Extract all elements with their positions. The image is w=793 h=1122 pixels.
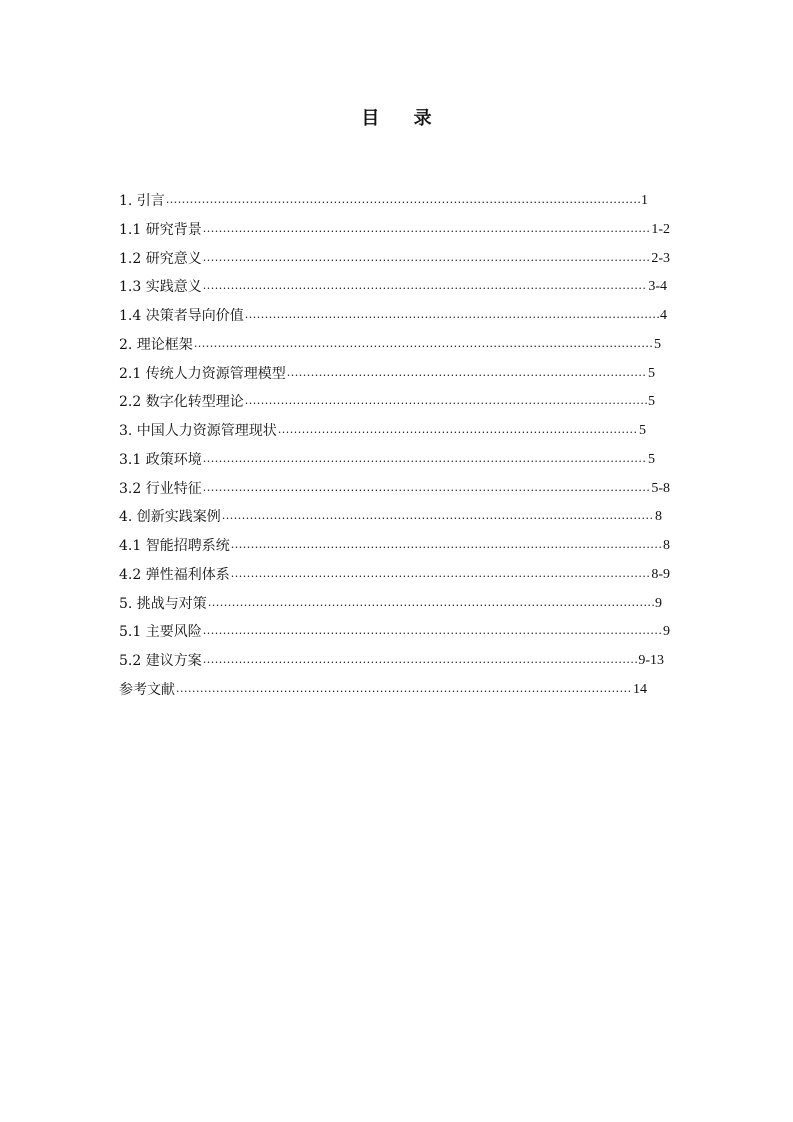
toc-entry[interactable]	[119, 305, 667, 327]
toc-title: 目 录	[361, 108, 446, 129]
toc-entry[interactable]	[119, 650, 664, 672]
toc-entry-label: 2.1 传统人力资源管理模型	[119, 365, 286, 382]
toc-entry-label: 2. 理论框架	[119, 336, 193, 353]
toc-entry-label: 3.1 政策环境	[119, 451, 202, 468]
leader-dots	[176, 683, 632, 701]
leader-dots	[245, 309, 659, 327]
toc-entry-label: 5.2 建议方案	[119, 653, 202, 669]
toc-entry-label: 1. 引言	[119, 193, 165, 209]
leader-dots	[166, 194, 640, 212]
toc-entry-page: 2-3	[651, 250, 670, 266]
leader-dots	[203, 625, 662, 643]
toc-entry-label: 4. 创新实践案例	[119, 509, 221, 526]
toc-entry-page: 9	[663, 624, 670, 640]
toc-entry-page: 1	[641, 193, 648, 208]
toc-entry[interactable]	[119, 276, 667, 298]
toc-entry-page: 5	[648, 365, 655, 381]
leader-dots	[222, 510, 654, 528]
toc-entry-label: 2.2 数字化转型理论	[119, 394, 244, 411]
leader-dots	[203, 223, 651, 241]
toc-entry-page: 3-4	[648, 279, 667, 295]
toc-entry-page: 14	[633, 681, 647, 697]
toc-entry-label: 1.1 研究背景	[119, 221, 202, 238]
toc-entry-label: 1.4 决策者导向价值	[119, 308, 244, 324]
leader-dots	[203, 453, 647, 471]
toc-entry-page: 5	[639, 423, 646, 438]
toc-entry[interactable]	[119, 363, 655, 385]
toc-entry[interactable]	[119, 679, 647, 701]
toc-entry-page: 1-2	[651, 221, 670, 237]
toc-entry-label: 参考文献	[119, 681, 175, 698]
toc-entry-page: 5	[648, 451, 655, 467]
toc-entry[interactable]	[119, 535, 670, 557]
toc-entry[interactable]	[119, 449, 655, 471]
leader-dots	[203, 280, 648, 298]
toc-entry-page: 8	[655, 509, 662, 525]
leader-dots	[208, 597, 654, 615]
leader-dots	[203, 482, 651, 500]
toc-entry[interactable]	[119, 593, 662, 615]
toc-entry-label: 5. 挑战与对策	[119, 595, 207, 612]
leader-dots	[231, 539, 662, 557]
toc-entry[interactable]	[119, 621, 670, 643]
toc-entry[interactable]	[119, 564, 670, 586]
toc-entry-label: 3. 中国人力资源管理现状	[119, 423, 277, 439]
toc-entry-label: 5.1 主要风险	[119, 624, 202, 641]
leader-dots	[287, 367, 647, 385]
toc-entry[interactable]	[119, 190, 648, 212]
toc-entry-page: 9-13	[638, 653, 664, 668]
toc-entry-page: 9	[655, 595, 662, 611]
leader-dots	[278, 424, 638, 442]
toc-entry-label: 1.3 实践意义	[119, 279, 202, 296]
toc-entry[interactable]	[119, 391, 655, 413]
toc-entry-page: 4	[660, 308, 667, 323]
leader-dots	[231, 568, 651, 586]
toc-entry[interactable]	[119, 334, 661, 356]
toc-entry-label: 4.1 智能招聘系统	[119, 538, 230, 554]
toc-entry[interactable]	[119, 420, 646, 442]
toc-entry-page: 8	[663, 538, 670, 553]
toc-entry[interactable]	[119, 219, 670, 241]
leader-dots	[194, 338, 653, 356]
toc-entry-page: 5	[648, 394, 655, 410]
toc-entry-label: 3.2 行业特征	[119, 480, 202, 497]
toc-entry[interactable]	[119, 478, 670, 500]
toc-entry[interactable]	[119, 248, 670, 270]
toc-entry-label: 1.2 研究意义	[119, 250, 202, 267]
leader-dots	[203, 654, 638, 672]
toc-entry[interactable]	[119, 506, 662, 528]
toc-entry-page: 5	[654, 336, 661, 352]
toc-entry-page: 5-8	[651, 480, 670, 496]
toc-entry-page: 8-9	[651, 566, 670, 582]
toc-entry-label: 4.2 弹性福利体系	[119, 566, 230, 583]
leader-dots	[203, 252, 651, 270]
leader-dots	[245, 395, 647, 413]
